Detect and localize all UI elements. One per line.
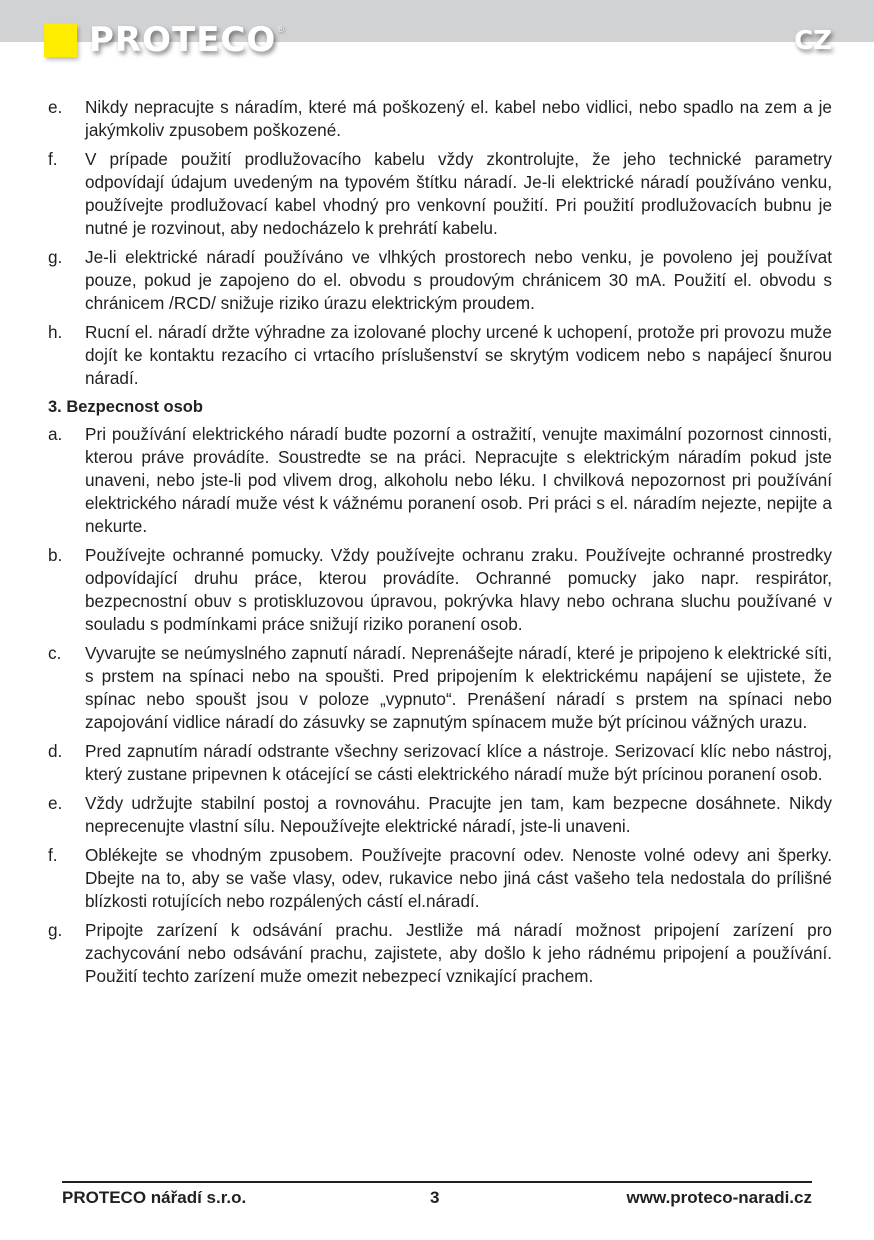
- item-text: Vyvarujte se neúmyslného zapnutí náradí. Neprenášejte náradí, které je pripojeno k elektrické síti, s prstem na spínaci nebo na spoušti. Pred pripojením k elektrickému napájení se ujistete, že spínac nebo spoušt jsou v poloze „vypnuto“. Prenášení náradí s prstem na spínaci nebo zapojování vidlice náradí do zásuvky se zapnutým spínacem muže být prícinou vážných urazu.: [85, 643, 832, 732]
- item-text: V prípade použití prodlužovacího kabelu vždy zkontrolujte, že jeho technické parametry odpovídají údajum uvedeným na typovém štítku náradí. Je-li elektrické náradí používáno venku, používejte prodlužovací kabel vhodný pro venkovní použití. Pri použití prodlužovacích bubnu je nutné je rozvinout, aby nedocházelo k prehrátí kabelu.: [85, 149, 832, 238]
- list-item: [48, 919, 832, 988]
- list-item: [48, 96, 832, 142]
- section-heading: 3. Bezpecnost osob: [48, 398, 203, 416]
- logo-yellow-square-icon: [44, 24, 77, 57]
- item-label: g.: [48, 920, 63, 940]
- list-item: [48, 740, 832, 786]
- footer-divider: [62, 1181, 812, 1183]
- list-item: [48, 544, 832, 636]
- list-item: [48, 148, 832, 240]
- brand-name: PROTECO: [89, 20, 277, 60]
- item-label: d.: [48, 741, 63, 761]
- item-text: Oblékejte se vhodným zpusobem. Používejte pracovní odev. Nenoste volné odevy ani šperky. Dbejte na to, aby se vaše vlasy, odev, rukavice nebo jiná cást vašeho tela nedostala do prílišné blízkosti rotujících nebo rozpálených cástí el.náradí.: [85, 845, 832, 911]
- page-footer: [62, 1186, 812, 1210]
- footer-company: PROTECO nářadí s.r.o.: [62, 1188, 247, 1207]
- list-item: [48, 844, 832, 913]
- registered-mark: ®: [277, 24, 284, 34]
- list-item: [48, 246, 832, 315]
- item-label: f.: [48, 845, 58, 865]
- item-label: g.: [48, 247, 63, 267]
- item-text: Rucní el. náradí držte výhradne za izolované plochy urcené k uchopení, protože pri provozu muže dojít ke kontaktu rezacího ci vrtacího príslušenství se skrytým vodicem nebo s napájecí šnurou náradí.: [85, 322, 832, 388]
- list-item: [48, 792, 832, 838]
- footer-website-link[interactable]: www.proteco-naradi.cz: [626, 1188, 812, 1207]
- page-number: 3: [430, 1188, 440, 1207]
- language-code: CZ: [794, 26, 832, 56]
- list-item: [48, 321, 832, 390]
- list-item: [48, 642, 832, 734]
- item-text: Pri používání elektrického náradí budte pozorní a ostražití, venujte maximální pozornost cinnosti, kterou práve provádíte. Soustredte se na práci. Nepracujte s elektrickým náradím pokud jste unaveni, nebo jste-li pod vlivem drog, alkoholu nebo léku. I chvilková nepozornost pri používání elektrického náradí muže vést k vážnému poranení osob. Pri práci s el. náradím nejezte, nepijte a nekurte.: [85, 424, 832, 536]
- item-text: Vždy udržujte stabilní postoj a rovnováhu. Pracujte jen tam, kam bezpecne dosáhnete. Nikdy neprecenujte vlastní sílu. Nepoužívejte elektrické náradí, jste-li unaveni.: [85, 793, 832, 836]
- list-item: [48, 423, 832, 538]
- item-label: e.: [48, 97, 63, 117]
- item-text: Je-li elektrické náradí používáno ve vlhkých prostorech nebo venku, je povoleno jej používat pouze, pokud je zapojeno do el. obvodu s proudovým chránicem 30 mA. Použití el. obvodu s chránicem /RCD/ snižuje riziko úrazu elektrickým proudem.: [85, 247, 832, 313]
- item-label: f.: [48, 149, 58, 169]
- item-text: Používejte ochranné pomucky. Vždy používejte ochranu zraku. Používejte ochranné prostredky odpovídající druhu práce, kterou provádíte. Ochranné pomucky jako napr. respirátor, bezpecnostní obuv s protiskluzovou úpravou, pokrývka hlavy nebo ochrana sluchu používané v souladu s podmínkami práce snižují riziko poranení osob.: [85, 545, 832, 634]
- item-label: b.: [48, 545, 63, 565]
- item-label: e.: [48, 793, 63, 813]
- item-text: Pripojte zarízení k odsávání prachu. Jestliže má náradí možnost pripojení zarízení pro zachycování nebo odsávání prachu, zajistete, aby došlo k jeho rádnému pripojení a používání. Použití techto zarízení muže omezit nebezpecí vznikající prachem.: [85, 920, 832, 986]
- item-text: Pred zapnutím náradí odstrante všechny serizovací klíce a nástroje. Serizovací klíc nebo nástroj, který zustane pripevnen k otácející se cásti elektrického náradí muže být prícinou poranení osob.: [85, 741, 832, 784]
- brand-logo: [44, 20, 284, 60]
- item-text: Nikdy nepracujte s náradím, které má poškozený el. kabel nebo vidlici, nebo spadlo na zem a je jakýmkoliv zpusobem poškozené.: [85, 97, 832, 140]
- document-body: [48, 96, 832, 994]
- item-label: a.: [48, 424, 63, 444]
- item-label: c.: [48, 643, 62, 663]
- item-label: h.: [48, 322, 63, 342]
